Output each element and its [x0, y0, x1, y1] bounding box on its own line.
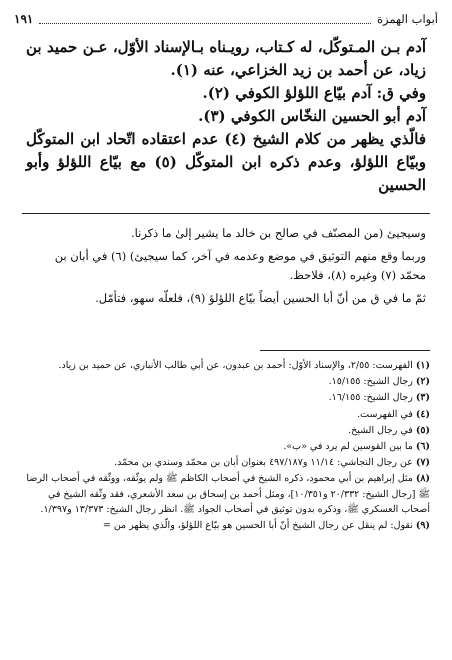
- commentary-paragraph-2: وربما وقع منهم التوثيق في موضع وعدمه في آخر، كما سيجيئ) (٦) في أبان بن محمّد (٧) وغيره (٨)، فلاحظ.: [54, 249, 426, 282]
- footnote-text: رجال الشيخ: ١٥/١٥٥.: [328, 376, 413, 388]
- footnote-divider: [260, 350, 430, 351]
- page-number: ١٩١: [14, 12, 34, 26]
- footnote-item: [24, 439, 430, 454]
- main-paragraph-adam-ibn-al-mutawakkil: آدم بـن المـتوكّل، له كـتاب، رويـناه بـالإسناد الأوّل، عـن حميد بن زياد، عن أحمد بن زيد الخزاعي، عنه (١).: [26, 38, 426, 79]
- footnote-text: مثل إبراهيم بن أبي محمود، ذكره الشيخ في أصحاب الكاظم ﷺ ولم يوثّقه، ووثّقه في أصحاب الرضا ﷺ [رجال الشيخ: ٢٠/٣٣٢ و١٠/٣٥١]، ومثل أحمد بن إسحاق بن سعد الأشعري، فقد وثّقه الشيخ في أصحاب العسكري ﷺ، وذكره بدون توثيق في أصحاب الجواد ﷺ. انظر رجال الشيخ: ١٣/٣٧٣ و١/٣٩٧.: [26, 473, 430, 515]
- header-dotted-leader: [39, 15, 371, 24]
- footnote-item: [24, 455, 430, 470]
- footnote-text: ما بين القوسين لم يرد في «ب».: [283, 441, 413, 453]
- footnote-number: (٣): [415, 392, 430, 404]
- footnote-item: [24, 423, 430, 438]
- footnote-number: (٩): [415, 520, 430, 532]
- footnote-item: [24, 374, 430, 389]
- main-paragraph-conclusion: فالّذي يظهر من كلام الشيخ (٤) عدم اعتقاده اتّحاد ابن المتوكّل وبيّاع اللؤلؤ، وعدم ذكره ابن المتوكّل (٥) مع بيّاع اللؤلؤ وأبو الحسين: [26, 130, 426, 194]
- footnote-item: [24, 518, 430, 533]
- commentary-paragraph-1: وسيجيئ (من المصنّف في صالح بن خالد ما يشير إلىٰ ما ذكرنا.: [130, 226, 426, 240]
- footnote-item: [24, 471, 430, 517]
- footnote-number: (٥): [415, 424, 430, 436]
- footnote-number: (٤): [415, 408, 430, 420]
- footnote-text: في رجال الشيخ.: [348, 424, 413, 436]
- footnote-text: الفهرست: ٢/٥٥، والإسناد الأوّل: أحمد بن عبدون، عن أبي طالب الأنباري، عن حميد بن زياد.: [58, 360, 413, 371]
- commentary-block: [26, 224, 426, 312]
- footnote-number: (٧): [415, 457, 430, 469]
- page-header: [14, 10, 438, 28]
- main-text: [26, 36, 426, 197]
- footnote-item: [24, 358, 430, 373]
- footnote-item: [24, 407, 430, 422]
- main-paragraph-adam-bayya: وفي ق: آدم بيّاع اللؤلؤ الكوفي (٢).: [202, 84, 426, 102]
- section-divider: [22, 213, 430, 214]
- footnote-number: (٢): [415, 376, 430, 388]
- footnote-item: [24, 390, 430, 405]
- main-paragraph-adam-abu-al-husayn: آدم أبو الحسين النخّاس الكوفي (٣).: [198, 107, 426, 125]
- footnote-number: (١): [415, 360, 430, 371]
- footnote-text: عن رجال النجاشي: ١١/١٤ و٤٩٧/١٨٧ بعنوان أبان بن محمّد وسندي بن محمّد.: [114, 457, 413, 469]
- footnote-number: (٨): [415, 473, 430, 485]
- commentary-paragraph-3: ثمّ ما في ق من أنّ أبا الحسين أيضاً بيّاع اللؤلؤ (٩)، فلعلّه سهو، فتأمّل.: [95, 291, 426, 305]
- footnote-text: نقول: لم ينقل عن رجال الشيخ أنّ أبا الحسين هو بيّاع اللؤلؤ، والّذي يظهر من =: [102, 520, 413, 532]
- footnote-text: رجال الشيخ: ١٦/١٥٥.: [328, 392, 413, 404]
- footnotes: [24, 358, 430, 534]
- footnote-number: (٦): [415, 441, 430, 453]
- footnote-text: في الفهرست.: [357, 408, 413, 420]
- running-title: أبواب الهمزة: [376, 12, 438, 26]
